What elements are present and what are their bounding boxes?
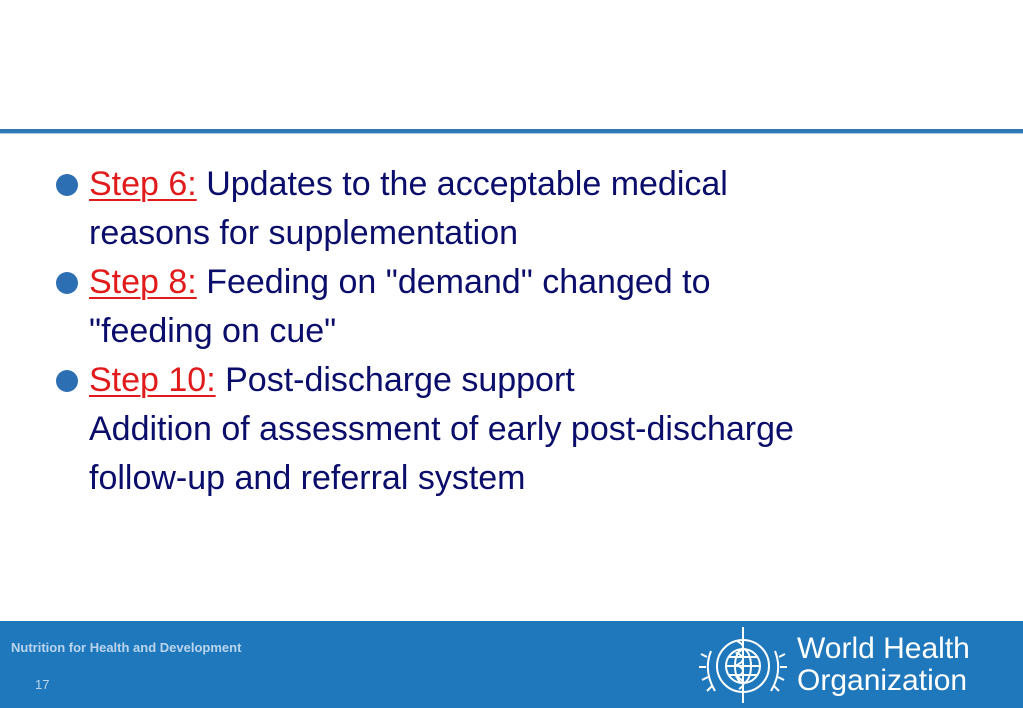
bullet-text: reasons for supplementation [89,214,519,252]
bullet-text: follow-up and referral system [89,459,526,497]
bullet-step-8 [56,258,986,356]
step-label: Step 10: [89,361,216,399]
bullet-line [89,160,986,209]
header-divider [0,129,1023,134]
page-number: 17 [35,677,50,692]
bullet-dot-icon [56,272,78,294]
bullet-text: Post-discharge support [225,361,575,399]
step-label: Step 8: [89,263,197,301]
who-logo-text [797,633,970,697]
bullet-text: Addition of assessment of early post-discharge [89,410,794,448]
step-label: Step 6: [89,165,197,203]
who-name-line1: World Health [797,632,970,665]
bullet-text: Updates to the acceptable medical [206,165,728,203]
bullet-list [56,160,986,503]
bullet-step-6 [56,160,986,258]
bullet-line [89,356,986,405]
footer-bar [0,621,1023,708]
bullet-text: "feeding on cue" [89,312,337,350]
bullet-dot-icon [56,370,78,392]
bullet-text: Feeding on "demand" changed to [206,263,711,301]
bullet-line [89,258,986,307]
bullet-dot-icon [56,174,78,196]
bullet-step-10 [56,356,986,503]
who-emblem-icon [693,621,793,708]
who-name-line2: Organization [797,664,968,697]
footer-title: Nutrition for Health and Development [11,640,242,655]
